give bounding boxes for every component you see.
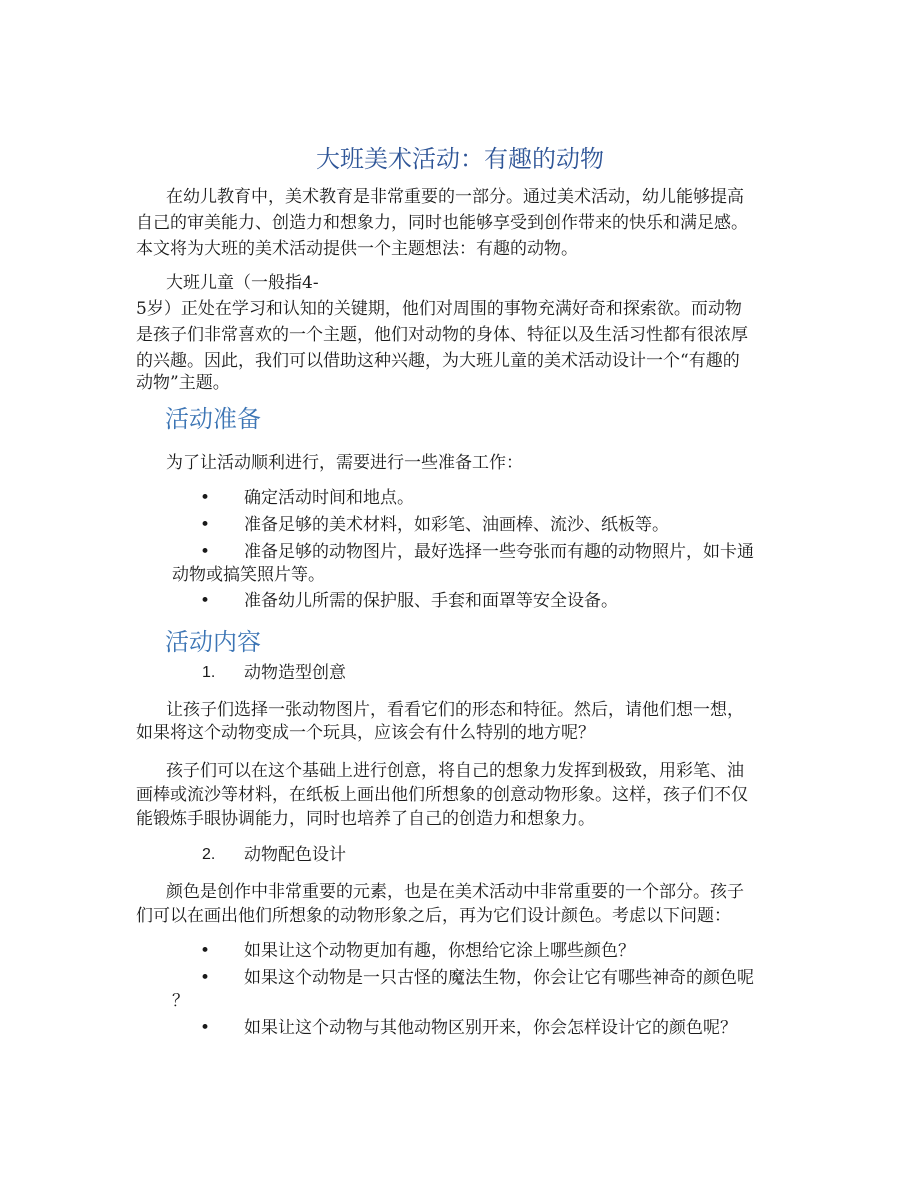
subheading: 动物造型创意 <box>244 663 346 683</box>
list-item-text: 准备足够的动物图片，最好选择一些夸张而有趣的动物照片，如卡通 <box>244 542 754 562</box>
list-number: 1. <box>202 664 216 681</box>
text-line: 5岁）正处在学习和认知的关键期，他们对周围的事物充满好奇和探索欲。而动物 <box>136 299 742 319</box>
text-line: 能锻炼手眼协调能力，同时也培养了自己的创造力和想象力。 <box>136 809 595 829</box>
section-lead: 为了让活动顺利进行，需要进行一些准备工作： <box>166 453 523 473</box>
text-line: 如果将这个动物变成一个玩具，应该会有什么特别的地方呢？ <box>136 723 595 743</box>
text-line: 在幼儿教育中，美术教育是非常重要的一部分。通过美术活动，幼儿能够提高 <box>166 187 744 207</box>
text-line: 是孩子们非常喜欢的一个主题，他们对动物的身体、特征以及生活习性都有很浓厚 <box>136 325 748 345</box>
page-title: 大班美术活动：有趣的动物 <box>316 145 604 173</box>
bullet-icon: • <box>200 968 211 988</box>
list-item-text: 准备幼儿所需的保护服、手套和面罩等安全设备。 <box>244 591 618 611</box>
bullet-icon: • <box>200 515 211 535</box>
text-line: 画棒或流沙等材料，在纸板上画出他们所想象的创意动物形象。这样，孩子们不仅 <box>136 785 748 805</box>
list-item-text-wrap: 动物或搞笑照片等。 <box>172 565 325 585</box>
bullet-icon: • <box>200 591 211 611</box>
text-line: 颜色是创作中非常重要的元素，也是在美术活动中非常重要的一个部分。孩子 <box>166 882 744 902</box>
text-line: 自己的审美能力、创造力和想象力，同时也能够享受到创作带来的快乐和满足感。 <box>136 213 748 233</box>
text-line: 动物”主题。 <box>136 373 230 393</box>
bullet-icon: • <box>200 941 211 961</box>
list-item-text: 准备足够的美术材料，如彩笔、油画棒、流沙、纸板等。 <box>244 515 669 535</box>
list-item-text: 如果让这个动物更加有趣，你想给它涂上哪些颜色？ <box>244 941 635 961</box>
text-line: 大班儿童（一般指4- <box>166 273 319 293</box>
list-item-text: 如果让这个动物与其他动物区别开来，你会怎样设计它的颜色呢？ <box>244 1018 737 1038</box>
bullet-icon: • <box>200 1018 211 1038</box>
section-heading-preparation: 活动准备 <box>165 405 261 433</box>
section-heading-content: 活动内容 <box>165 628 261 656</box>
list-number: 2. <box>202 846 216 863</box>
bullet-icon: • <box>200 542 211 562</box>
text-line: 们可以在画出他们所想象的动物形象之后，再为它们设计颜色。考虑以下问题： <box>136 906 731 926</box>
list-item-text-wrap: ？ <box>172 991 189 1011</box>
list-item-text: 确定活动时间和地点。 <box>244 488 414 508</box>
bullet-icon: • <box>200 488 211 508</box>
text-line: 本文将为大班的美术活动提供一个主题想法：有趣的动物。 <box>136 239 578 259</box>
text-line: 的兴趣。因此，我们可以借助这种兴趣，为大班儿童的美术活动设计一个“有趣的 <box>136 351 740 371</box>
subheading: 动物配色设计 <box>244 845 346 865</box>
text-line: 孩子们可以在这个基础上进行创意，将自己的想象力发挥到极致，用彩笔、油 <box>166 761 744 781</box>
text-line: 让孩子们选择一张动物图片，看看它们的形态和特征。然后，请他们想一想， <box>166 700 744 720</box>
list-item-text: 如果这个动物是一只古怪的魔法生物，你会让它有哪些神奇的颜色呢 <box>244 968 754 988</box>
